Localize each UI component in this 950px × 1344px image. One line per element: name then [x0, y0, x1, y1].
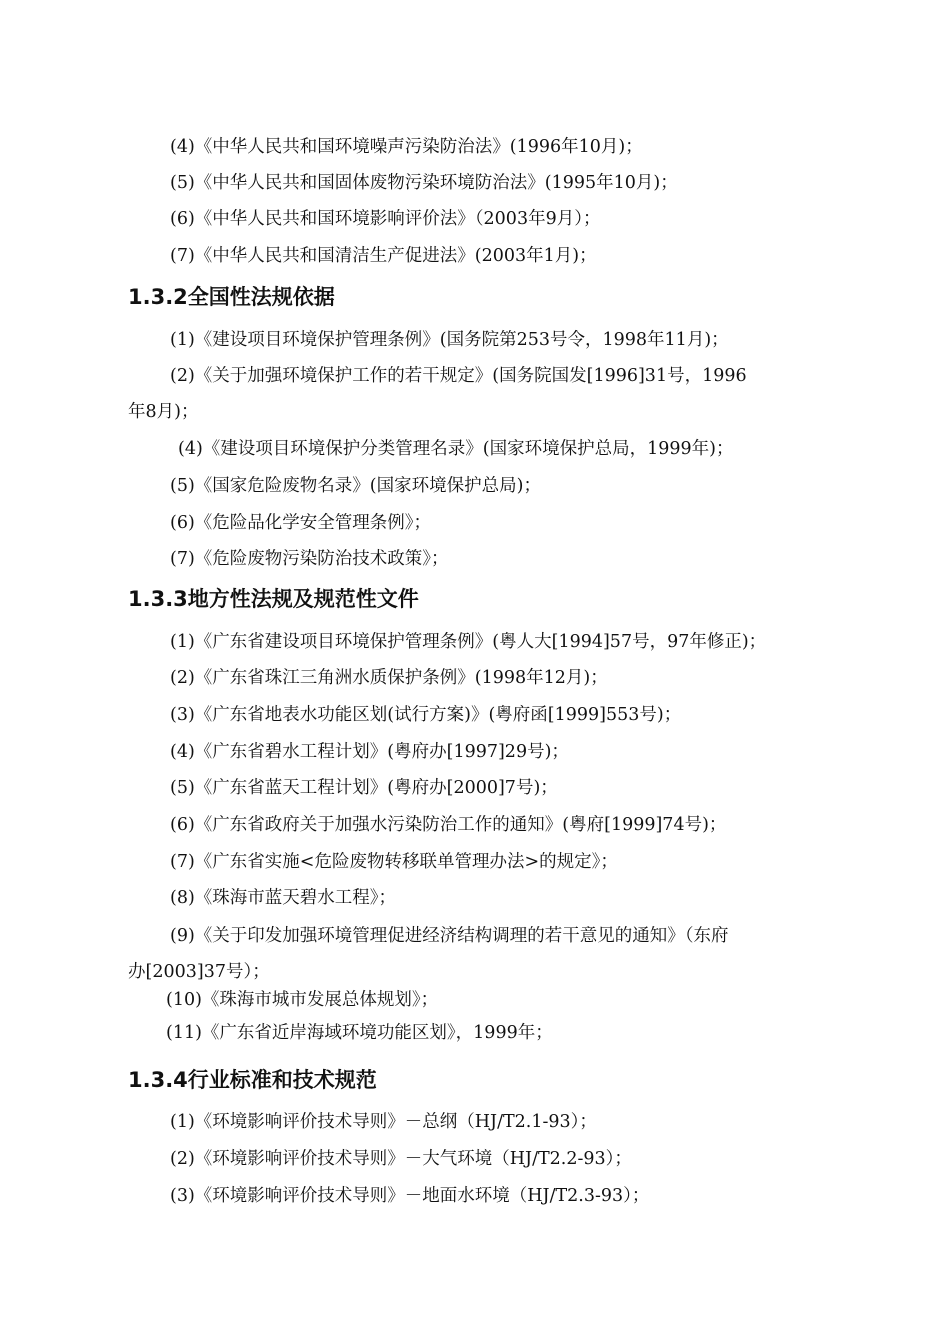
law-item-4: (4)《中华人民共和国环境噪声污染防治法》(1996年10月)；	[170, 137, 643, 157]
national-item-2: (2)《关于加强环境保护工作的若干规定》(国务院国发[1996]31号，1996	[170, 366, 747, 386]
local-item-10: (10)《珠海市城市发展总体规划》；	[166, 990, 439, 1010]
standard-item-2: (2)《环境影响评价技术导则》－大气环境（HJ/T2.2-93）；	[170, 1149, 632, 1169]
local-item-6: (6)《广东省政府关于加强水污染防治工作的通知》(粤府[1999]74号)；	[170, 815, 727, 835]
local-item-2: (2)《广东省珠江三角洲水质保护条例》(1998年12月)；	[170, 668, 608, 688]
standard-item-3: (3)《环境影响评价技术导则》－地面水环境（HJ/T2.3-93）；	[170, 1186, 650, 1206]
standard-item-1: (1)《环境影响评价技术导则》－总纲（HJ/T2.1-93）；	[170, 1112, 597, 1132]
national-item-6: (6)《危险品化学安全管理条例》；	[170, 513, 432, 533]
law-item-7: (7)《中华人民共和国清洁生产促进法》(2003年1月)；	[170, 246, 597, 266]
local-item-8: (8)《珠海市蓝天碧水工程》；	[170, 888, 397, 908]
national-item-7: (7)《危险废物污染防治技术政策》；	[170, 549, 449, 569]
local-item-7: (7)《广东省实施<危险废物转移联单管理办法>的规定》；	[170, 852, 618, 872]
local-item-9: (9)《关于印发加强环境管理促进经济结构调理的若干意见的通知》（东府	[170, 926, 729, 946]
local-item-11: (11)《广东省近岸海域环境功能区划》，1999年；	[166, 1023, 553, 1043]
national-item-1: (1)《建设项目环境保护管理条例》(国务院第253号令，1998年11月)；	[170, 330, 729, 350]
law-item-5: (5)《中华人民共和国固体废物污染环境防治法》(1995年10月)；	[170, 173, 678, 193]
national-item-2-cont: 年8月)；	[128, 402, 199, 422]
national-item-5: (5)《国家危险废物名录》(国家环境保护总局)；	[170, 476, 541, 496]
local-item-1: (1)《广东省建设项目环境保护管理条例》(粤人大[1994]57号，97年修正)；	[170, 632, 767, 652]
local-item-5: (5)《广东省蓝天工程计划》(粤府办[2000]7号)；	[170, 778, 558, 798]
local-item-9-cont: 办[2003]37号）；	[128, 962, 270, 982]
section-heading-local: 1.3.3地方性法规及规范性文件	[128, 587, 419, 611]
local-item-3: (3)《广东省地表水功能区划(试行方案)》(粤府函[1999]553号)；	[170, 705, 682, 725]
section-heading-national: 1.3.2全国性法规依据	[128, 285, 335, 309]
local-item-4: (4)《广东省碧水工程计划》(粤府办[1997]29号)；	[170, 742, 569, 762]
law-item-6: (6)《中华人民共和国环境影响评价法》（2003年9月）；	[170, 209, 601, 229]
section-heading-standards: 1.3.4行业标准和技术规范	[128, 1068, 377, 1092]
national-item-4: (4)《建设项目环境保护分类管理名录》(国家环境保护总局，1999年)；	[178, 439, 734, 459]
